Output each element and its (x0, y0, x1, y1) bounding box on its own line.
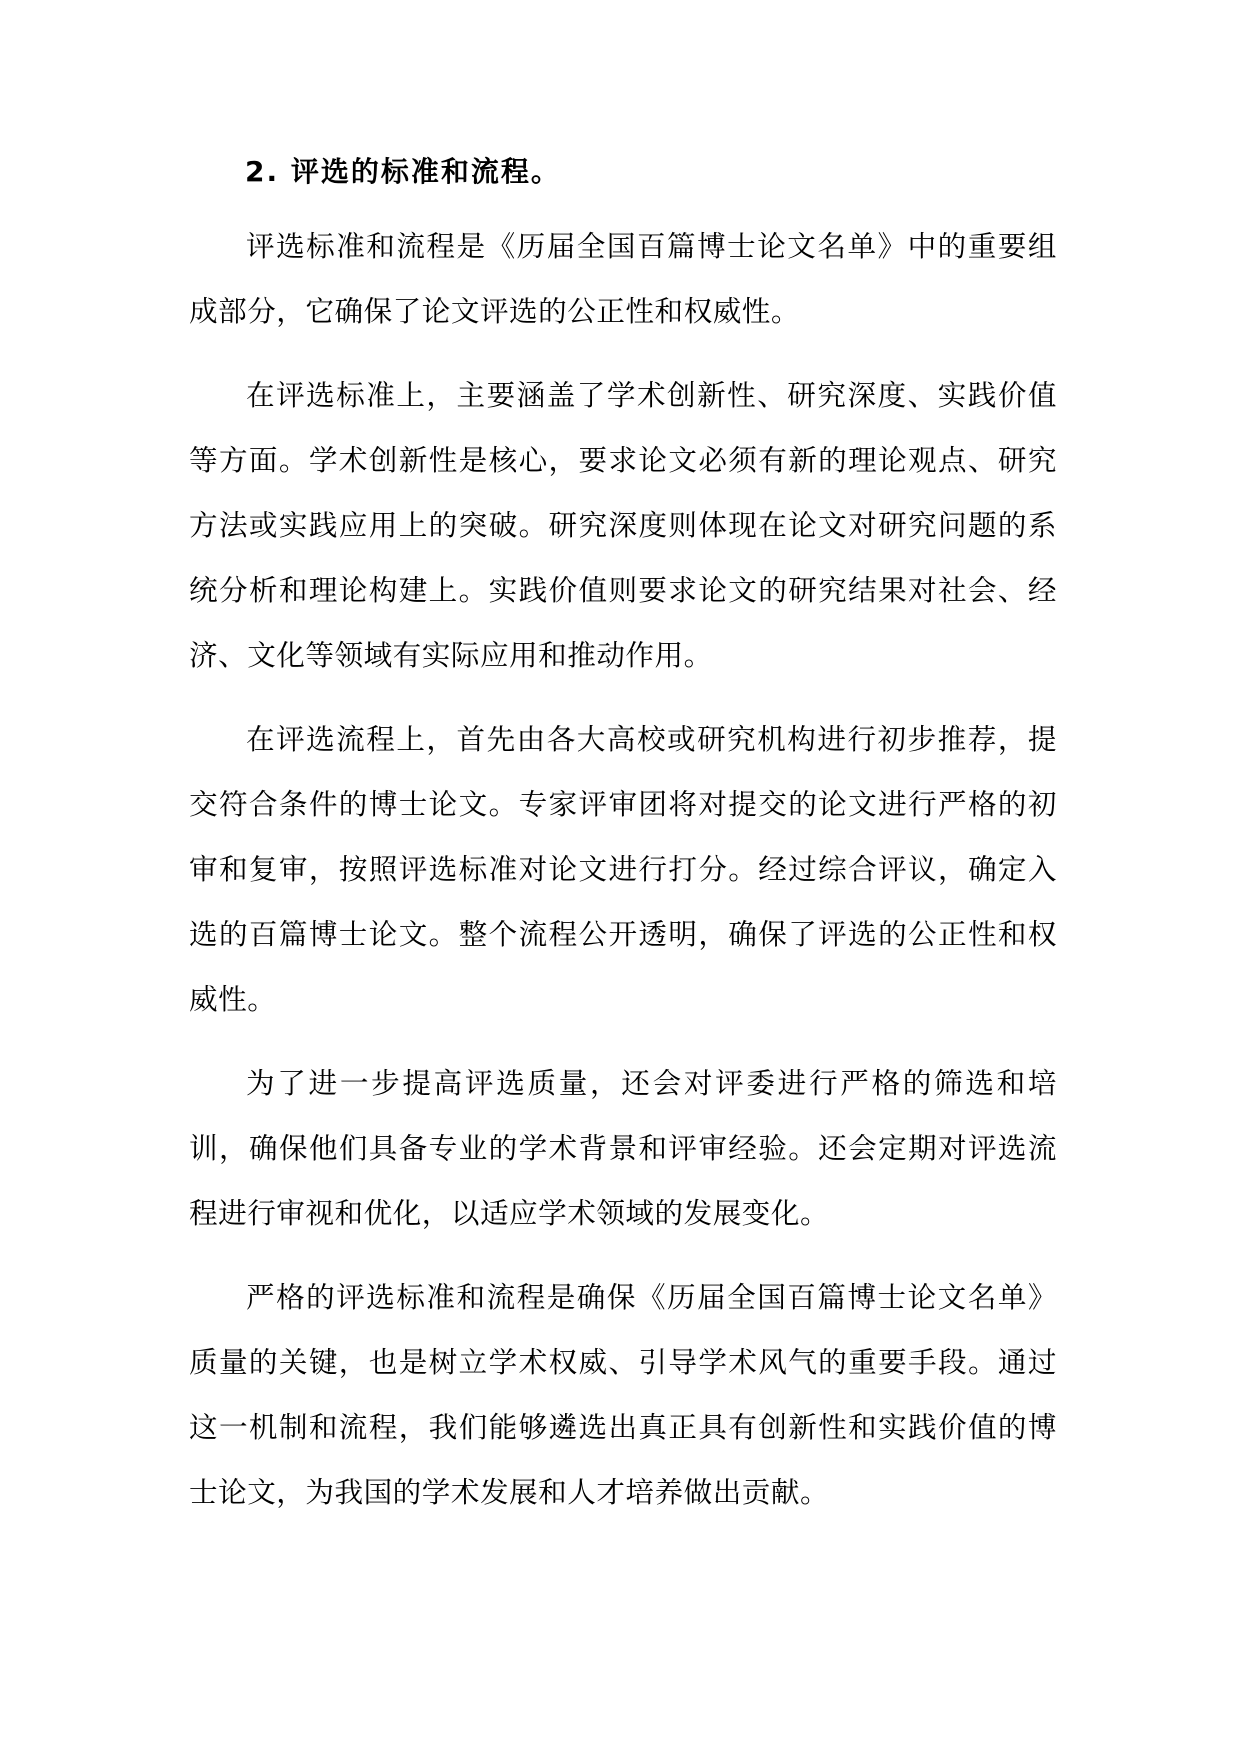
paragraph-criteria: 在评选标准上，主要涵盖了学术创新性、研究深度、实践价值等方面。学术创新性是核心，要求论文必须有新的理论观点、研究方法或实践应用上的突破。研究深度则体现在论文对研究问题的系统分析和理论构建上。实践价值则要求论文的研究结果对社会、经济、文化等领域有实际应用和推动作用。 (189, 378, 1057, 672)
paragraph-process: 在评选流程上，首先由各大高校或研究机构进行初步推荐，提交符合条件的博士论文。专家评审团将对提交的论文进行严格的初审和复审，按照评选标准对论文进行打分。经过综合评议，确定入选的百篇博士论文。整个流程公开透明，确保了评选的公正性和权威性。 (189, 722, 1057, 1016)
paragraph-reviewers: 为了进一步提高评选质量，还会对评委进行严格的筛选和培训，确保他们具备专业的学术背景和评审经验。还会定期对评选流程进行审视和优化，以适应学术领域的发展变化。 (189, 1066, 1057, 1230)
paragraph-conclusion: 严格的评选标准和流程是确保《历届全国百篇博士论文名单》质量的关键，也是树立学术权威、引导学术风气的重要手段。通过这一机制和流程，我们能够遴选出真正具有创新性和实践价值的博士论文，为我国的学术发展和人才培养做出贡献。 (189, 1280, 1057, 1509)
paragraph-intro: 评选标准和流程是《历届全国百篇博士论文名单》中的重要组成部分，它确保了论文评选的公正性和权威性。 (189, 229, 1057, 328)
document-body (189, 148, 1057, 1525)
section-heading: 2. 评选的标准和流程。 (245, 155, 561, 188)
